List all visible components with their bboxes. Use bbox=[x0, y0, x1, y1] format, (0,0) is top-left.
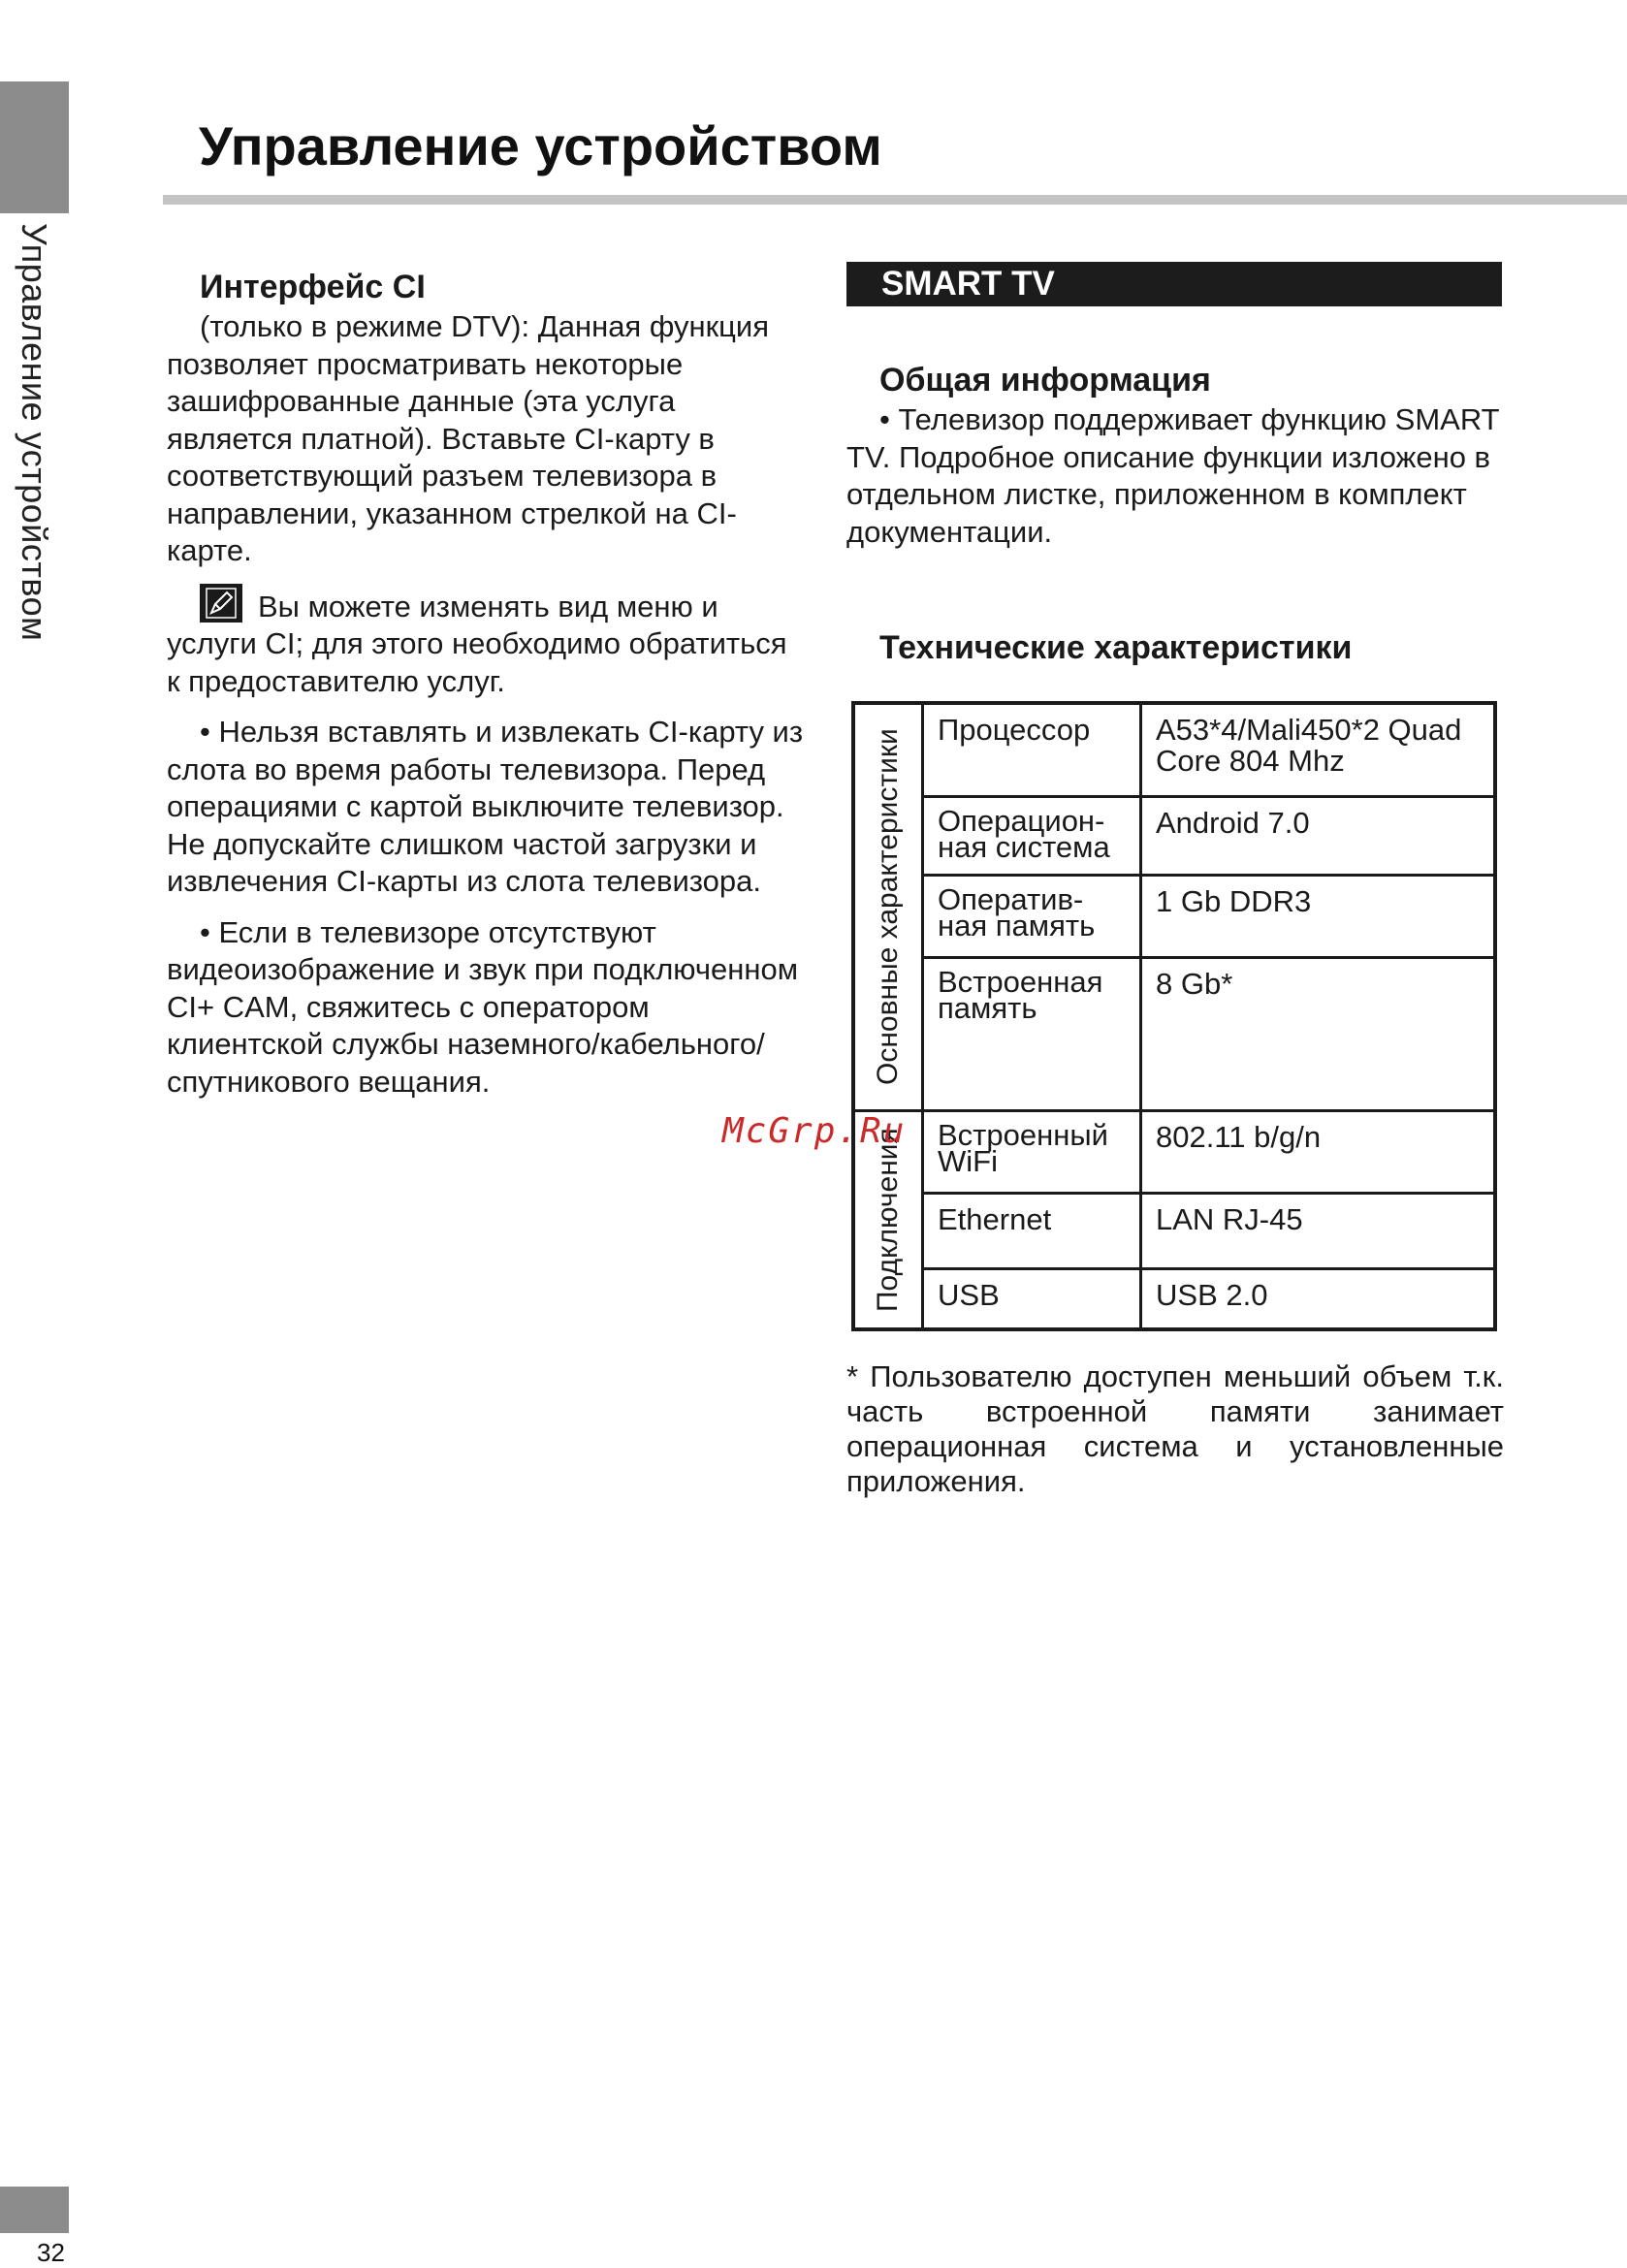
spec-value: A53*4/Mali450*2 Quad Core 804 Mhz bbox=[1141, 703, 1496, 796]
side-section-label: Управление устройством bbox=[15, 223, 54, 642]
ci-heading: Интерфейс CI bbox=[200, 269, 426, 305]
table-row bbox=[853, 1193, 1495, 1268]
spec-name: Встроенная память bbox=[923, 957, 1141, 1110]
group-connections-label: Подключения bbox=[872, 1127, 904, 1312]
specs-table bbox=[851, 701, 1497, 1331]
ci-note-text: Вы можете изменять вид меню и услуги CI; для этого необходимо обратиться к предоставителю услуг. bbox=[167, 589, 787, 698]
spec-name: Операцион-ная система bbox=[923, 796, 1141, 875]
spec-name: USB bbox=[923, 1268, 1141, 1329]
ci-bullet: • Нельзя вставлять и извлекать CI-карту из слота во время работы телевизора. Перед операциями с картой выключите телевизор. Не допускайте слишком частой загрузки и извлечения CI-карты из слота телевизора. bbox=[167, 715, 804, 898]
page-tab-marker bbox=[0, 2187, 69, 2233]
spec-value: 8 Gb* bbox=[1141, 957, 1496, 1110]
group-main-cell bbox=[853, 703, 923, 1110]
group-main-label: Основные характеристики bbox=[872, 728, 904, 1086]
side-tab-marker bbox=[0, 81, 69, 213]
ci-bullet: • Если в телевизоре отсутствуют видеоизображение и звук при подключенном CI+ CAM, свяжитесь с оператором клиентской службы наземного/кабельного/спутникового вещания. bbox=[167, 914, 799, 1099]
title-divider bbox=[163, 195, 1627, 205]
spec-value: LAN RJ-45 bbox=[1141, 1193, 1496, 1268]
ci-section bbox=[167, 266, 807, 1101]
specs-footnote: * Пользователю доступен меньший объем т.к. часть встроенной памяти занимает операционная система и установленные приложения. bbox=[846, 1359, 1504, 1498]
ci-body: (только в режиме DTV): Данная функция позволяет просматривать некоторые зашифрованные данные (эта услуга является платной). Вставьте CI-карту в соответствующий разъем телевизора в направлении, указанном стрелкой на CI-карте. bbox=[167, 309, 770, 567]
page-number: 32 bbox=[37, 2238, 65, 2267]
table-row bbox=[853, 703, 1495, 796]
table-row bbox=[853, 957, 1495, 1110]
general-info-body: • Телевизор поддерживает функцию SMART TV. Подробное описание функции изложено в отдельном листке, приложенном в комплект документации. bbox=[846, 402, 1500, 549]
spec-name: Процессор bbox=[923, 703, 1141, 796]
table-row bbox=[853, 1110, 1495, 1193]
note-pencil-icon bbox=[200, 584, 242, 623]
spec-value: Android 7.0 bbox=[1141, 796, 1496, 875]
ci-note bbox=[167, 584, 807, 701]
watermark-text: McGrp.Ru bbox=[722, 1111, 907, 1151]
smart-tv-section bbox=[846, 262, 1502, 669]
spec-name: Оператив-ная память bbox=[923, 875, 1141, 957]
specs-heading: Технические характеристики bbox=[879, 629, 1353, 666]
spec-value: 1 Gb DDR3 bbox=[1141, 875, 1496, 957]
spec-name: Встроенный WiFi bbox=[923, 1110, 1141, 1193]
smart-tv-bar: SMART TV bbox=[846, 262, 1502, 306]
table-row bbox=[853, 875, 1495, 957]
table-row bbox=[853, 1268, 1495, 1329]
page-title: Управление устройством bbox=[199, 115, 882, 176]
general-info-heading: Общая информация bbox=[879, 362, 1211, 399]
spec-value: 802.11 b/g/n bbox=[1141, 1110, 1496, 1193]
table-row bbox=[853, 796, 1495, 875]
spec-value: USB 2.0 bbox=[1141, 1268, 1496, 1329]
spec-name: Ethernet bbox=[923, 1193, 1141, 1268]
